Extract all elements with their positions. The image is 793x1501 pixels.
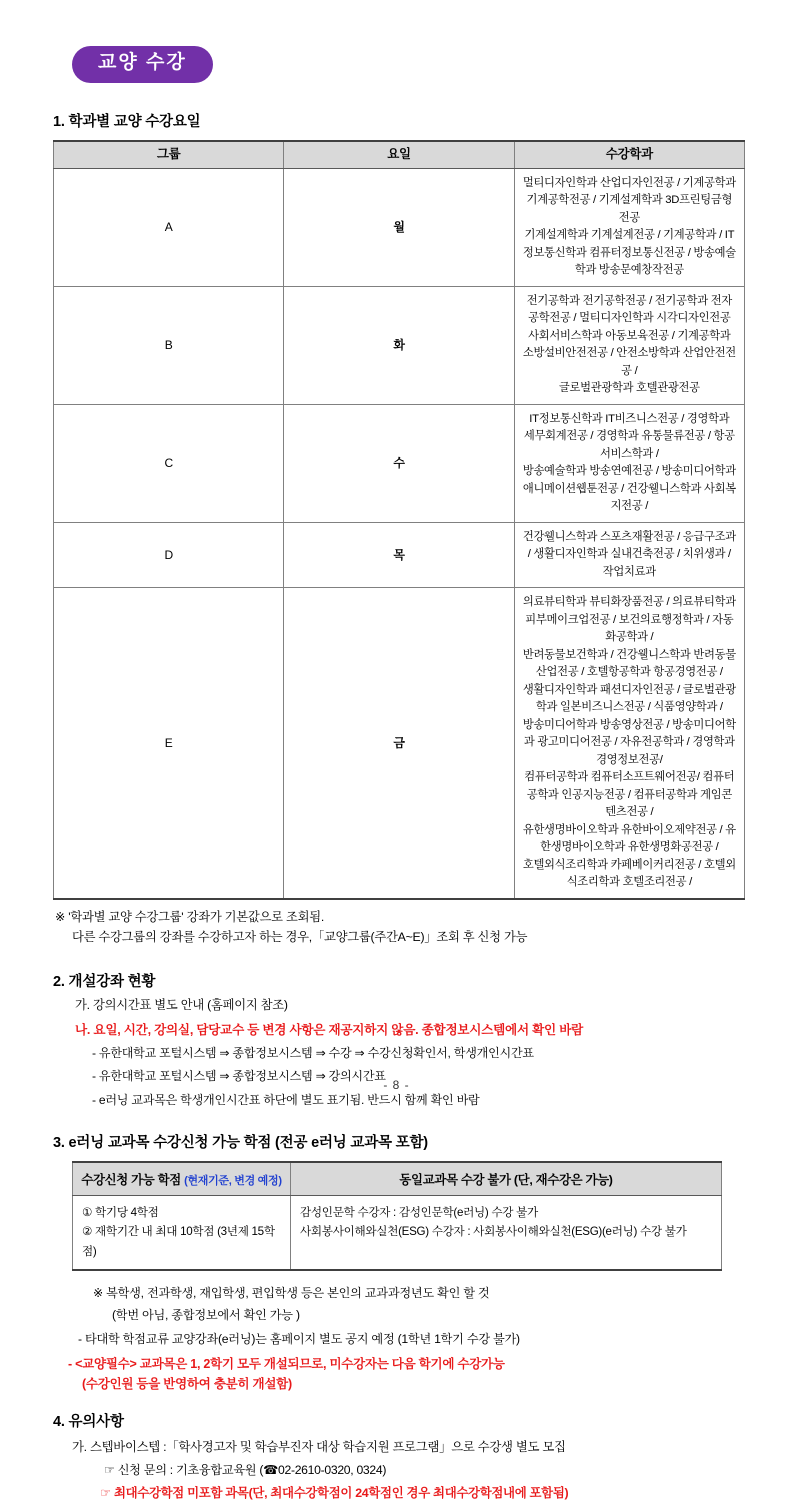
page-title-badge: 교양 수강 <box>72 46 213 83</box>
table-row <box>54 404 745 522</box>
dept-line: 방송예술학과 방송연예전공 / 방송미디어학과 애니메이션웹툰전공 / 건강웰니스학과 사회복지전공 / <box>522 465 736 513</box>
section-3-note-3: - 타대학 학점교류 교양강좌(e러닝)는 홈페이지 별도 공지 예정 (1학년 1학기 수강 불가) <box>78 1331 520 1346</box>
dept-line: 전기공학과 전기공학전공 / 전기공학과 전자공학전공 / 멀티디자인학과 시각디자인전공 <box>526 294 732 325</box>
section-4-item-a: 가. 스텝바이스텝 :「학사경고자 및 학습부진자 대상 학습지원 프로그램」으로 수강생 별도 모집 <box>72 1439 566 1454</box>
cell-group: E <box>54 588 284 899</box>
section-4-red-note: ☞ 최대수강학점 미포함 과목(단, 최대수강학점이 24학점인 경우 최대수강학점내에 포함됨) <box>100 1485 569 1500</box>
credit-line: ② 재학기간 내 최대 10학점 (3년제 15학점) <box>82 1225 275 1259</box>
section-2-item-a: 가. 강의시간표 별도 안내 (홈페이지 참조) <box>75 997 288 1012</box>
section-2-subitem-3: - e러닝 교과목은 학생개인시간표 하단에 별도 표기됨. 반드시 함께 확인 바람 <box>92 1092 480 1107</box>
cell-departments <box>514 404 744 522</box>
dept-line: 사회서비스학과 아동보육전공 / 기계공학과 소방설비안전전공 / 안전소방학과 산업안전전공 / <box>522 329 736 377</box>
section-1-note-1: ※ '학과별 교양 수강그룹' 강좌가 기본값으로 조회됨. <box>55 909 324 924</box>
cell-day: 화 <box>284 286 514 404</box>
dept-line: 건강웰니스학과 스포츠재활전공 / 응급구조과 / 생활디자인학과 실내건축전공 / 치위생과 / 작업치료과 <box>522 530 736 578</box>
elearning-credit-table <box>72 1161 722 1271</box>
elearning-table-head <box>73 1162 722 1196</box>
section-3-note-1: ※ 복학생, 전과학생, 재입학생, 편입학생 등은 본인의 교과과정년도 확인 할 것 <box>93 1285 490 1300</box>
dept-line: 멀티디자인학과 산업디자인전공 / 기계공학과 기계공학전공 / 기계설계학과 3D프린팅금형전공 <box>522 176 736 224</box>
restriction-line: 감성인문학 수강자 : 감성인문학(e러닝) 수강 불가 <box>300 1205 538 1219</box>
section-3-red-note-2: (수강인원 등을 반영하여 충분히 개설함) <box>82 1376 292 1391</box>
table-row <box>54 522 745 588</box>
cell-departments <box>514 168 744 286</box>
page-title-container <box>0 0 793 83</box>
credit-line: ① 학기당 4학점 <box>82 1205 159 1219</box>
header-duplicate-course: 동일교과목 수강 불가 (단, 재수강은 가능) <box>291 1162 722 1196</box>
table-row <box>54 168 745 286</box>
dept-line: 생활디자인학과 패션디자인전공 / 글로벌관광학과 일본비즈니스전공 / 식품영양학과 / <box>522 683 736 714</box>
table-header-row <box>73 1162 722 1196</box>
cell-available-credits <box>73 1195 291 1270</box>
table-row <box>73 1195 722 1270</box>
header-day: 요일 <box>284 141 514 169</box>
header-available-credits-note: (현재기준, 변경 예정) <box>184 1174 282 1187</box>
dept-line: IT정보통신학과 IT비즈니스전공 / 경영학과 세무회계전공 / 경영학과 유통물류전공 / 항공서비스학과 / <box>523 412 735 460</box>
section-1-notes <box>0 900 793 948</box>
section-1-note-2: 다른 수강그룹의 강좌를 수강하고자 하는 경우,「교양그룹(주간A~E)」조회 후 신청 가능 <box>72 929 528 944</box>
page-number: - 8 - <box>383 1078 410 1092</box>
cell-duplicate-course <box>291 1195 722 1270</box>
dept-line: 유한생명바이오학과 유한바이오제약전공 / 유한생명바이오학과 유한생명화공전공 / <box>522 823 736 854</box>
section-3-heading: 3. e러닝 교과목 수강신청 가능 학점 (전공 e러닝 교과목 포함) <box>53 1134 428 1151</box>
section-2-subitem-1: - 유한대학교 포털시스템 ⇒ 종합정보시스템 ⇒ 수강 ⇒ 수강신청확인서, 학생개인시간표 <box>92 1046 534 1061</box>
cell-departments <box>514 286 744 404</box>
elearning-table-body <box>73 1195 722 1270</box>
header-available-credits-main: 수강신청 가능 학점 <box>81 1172 185 1187</box>
section-1-heading: 1. 학과별 교양 수강요일 <box>53 113 201 130</box>
section-3-note-2: (학번 아님, 종합정보에서 확인 가능 ) <box>112 1307 300 1322</box>
dept-day-table-head <box>54 141 745 169</box>
cell-group: B <box>54 286 284 404</box>
section-2-item-b: 나. 요일, 시간, 강의실, 담당교수 등 변경 사항은 재공지하지 않음. 종합정보시스템에서 확인 바람 <box>75 1023 584 1038</box>
cell-group: C <box>54 404 284 522</box>
dept-line: 호텔외식조리학과 카페베이커리전공 / 호텔외식조리학과 호텔조리전공 / <box>522 858 736 889</box>
cell-day: 금 <box>284 588 514 899</box>
section-4-contact: ☞ 신청 문의 : 기초융합교육원 (☎02-2610-0320, 0324) <box>104 1462 387 1477</box>
cell-departments <box>514 522 744 588</box>
section-2-subitem-2: - 유한대학교 포털시스템 ⇒ 종합정보시스템 ⇒ 강의시간표 <box>92 1069 386 1084</box>
table-row <box>54 286 745 404</box>
cell-departments <box>514 588 744 899</box>
restriction-line: 사회봉사이해와실천(ESG) 수강자 : 사회봉사이해와실천(ESG)(e러닝) 수강 불가 <box>300 1225 687 1239</box>
dept-line: 방송미디어학과 방송영상전공 / 방송미디어학과 광고미디어전공 / 자유전공학과 / 경영학과 경영정보전공/ <box>522 718 736 766</box>
dept-day-table-body <box>54 168 745 899</box>
header-departments: 수강학과 <box>514 141 744 169</box>
dept-line: 기계설계학과 기계설계전공 / 기계공학과 / IT정보통신학과 컴퓨터정보통신전공 / 방송예술학과 방송문예창작전공 <box>522 229 736 277</box>
cell-group: D <box>54 522 284 588</box>
cell-day: 목 <box>284 522 514 588</box>
cell-day: 수 <box>284 404 514 522</box>
cell-day: 월 <box>284 168 514 286</box>
section-4-heading: 4. 유의사항 <box>53 1413 124 1430</box>
header-group: 그룹 <box>54 141 284 169</box>
dept-line: 반려동물보건학과 / 건강웰니스학과 반려동물산업전공 / 호텔항공학과 항공경영전공 / <box>522 648 736 679</box>
dept-line: 의료뷰티학과 뷰티화장품전공 / 의료뷰티학과 피부메이크업전공 / 보건의료행정학과 / 자동화공학과 / <box>522 596 736 644</box>
table-row <box>54 588 745 899</box>
cell-group: A <box>54 168 284 286</box>
dept-line: 컴퓨터공학과 컴퓨터소프트웨어전공/ 컴퓨터공학과 인공지능전공 / 컴퓨터공학과 게임콘텐츠전공 / <box>524 771 735 819</box>
table-header-row <box>54 141 745 169</box>
section-3-red-note-1: - <교양필수> 교과목은 1, 2학기 모두 개설되므로, 미수강자는 다음 학기에 수강가능 <box>68 1356 505 1371</box>
section-2-heading: 2. 개설강좌 현황 <box>53 973 156 990</box>
dept-day-table <box>53 140 745 900</box>
dept-line: 글로벌관광학과 호텔관광전공 <box>558 382 700 395</box>
header-available-credits <box>73 1162 291 1196</box>
